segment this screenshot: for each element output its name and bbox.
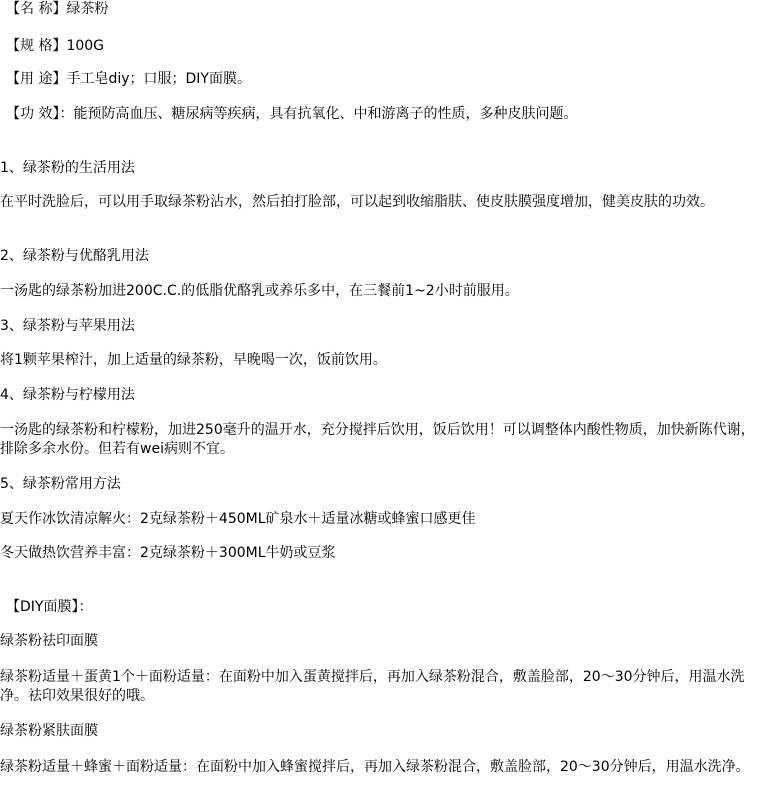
section-2-title: 2、绿茶粉与优酪乳用法 xyxy=(0,248,149,264)
section-1-body: 在平时洗脸后，可以用手取绿茶粉沾水，然后拍打脸部，可以起到收缩脂肤、使皮肤膜强度增加，健美皮肤的功效。 xyxy=(0,194,714,210)
section-4-body: 一汤匙的绿茶粉和柠檬粉，加进250毫升的温开水，充分搅拌后饮用，饭后饮用！可以调整体内酸性物质，加快新陈代谢，排除多余水份。但若有wei病则不宜。 xyxy=(0,422,755,457)
diy-mask-2-body: 绿茶粉适量＋蜂蜜＋面粉适量：在面粉中加入蜂蜜搅拌后，再加入绿茶粉混合，敷盖脸部，20～30分钟后，用温水洗净。 xyxy=(0,759,750,775)
section-5-winter: 冬天做热饮营养丰富：2克绿茶粉＋300ML牛奶或豆浆 xyxy=(0,545,336,561)
diy-mask-2-title: 绿茶粉紧肤面膜 xyxy=(0,723,98,739)
product-name: 【名 称】绿茶粉 xyxy=(6,1,109,17)
section-5-summer: 夏天作冰饮清凉解火：2克绿茶粉＋450ML矿泉水＋适量冰糖或蜂蜜口感更佳 xyxy=(0,511,476,527)
section-5-title: 5、绿茶粉常用方法 xyxy=(0,476,121,492)
product-effect: 【功 效】：能预防高血压、糖尿病等疾病，具有抗氧化、中和游离子的性质，多种皮肤问题。 xyxy=(6,106,578,122)
diy-mask-1-body: 绿茶粉适量＋蛋黄1个＋面粉适量：在面粉中加入蛋黄搅拌后，再加入绿茶粉混合，敷盖脸部，20～30分钟后，用温水洗净。祛印效果很好的哦。 xyxy=(0,669,745,704)
section-1-title: 1、绿茶粉的生活用法 xyxy=(0,160,135,176)
section-3-body: 将1颗苹果榨汁，加上适量的绿茶粉，早晚喝一次，饭前饮用。 xyxy=(0,352,387,368)
section-2-body: 一汤匙的绿茶粉加进200C.C.的低脂优酪乳或养乐多中，在三餐前1~2小时前服用。 xyxy=(0,283,519,299)
product-use: 【用 途】手工皂diy；口服；DIY面膜。 xyxy=(6,71,251,87)
product-spec: 【规 格】100G xyxy=(6,38,105,54)
section-4-title: 4、绿茶粉与柠檬用法 xyxy=(0,387,135,403)
diy-title: 【DIY面膜】： xyxy=(6,599,93,615)
section-3-title: 3、绿茶粉与苹果用法 xyxy=(0,318,135,334)
diy-mask-1-title: 绿茶粉祛印面膜 xyxy=(0,633,98,649)
